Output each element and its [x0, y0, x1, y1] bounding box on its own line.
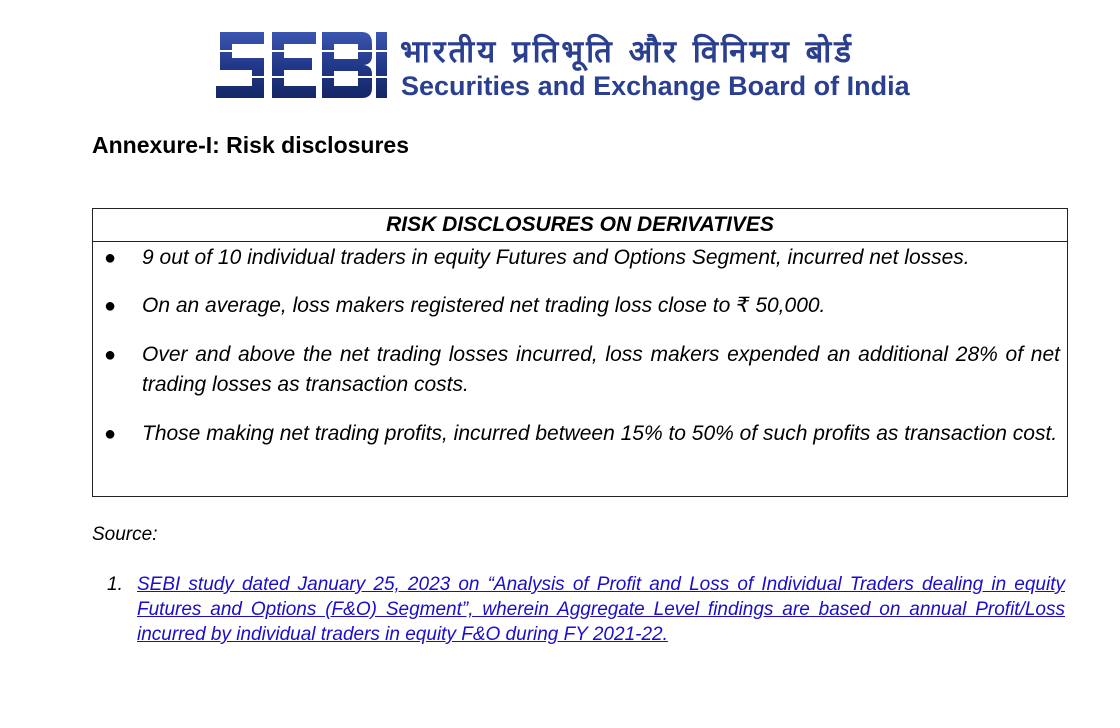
sebi-logo-icon	[212, 26, 388, 104]
bullet-icon: ●	[104, 247, 117, 269]
bullet-icon: ●	[104, 344, 117, 366]
risk-item-text: On an average, loss makers registered net trading loss close to ₹ 50,000.	[142, 294, 826, 317]
risk-item-text: 9 out of 10 individual traders in equity Futures and Options Segment, incurred net losses.	[142, 246, 970, 269]
reference-link[interactable]: SEBI study dated January 25, 2023 on “Analysis of Profit and Loss of Individual Traders dealing in equity Futures and Options (F&O) Segment”, wherein Aggregate Level findings are based on annual Profit/Loss incurred by individual traders in equity F&O during FY 2021-22.	[137, 574, 1065, 645]
source-label: Source:	[92, 524, 158, 545]
org-name-hindi: भारतीय प्रतिभूति और विनिमय बोर्ड	[400, 34, 854, 70]
risk-disclosures-box	[92, 208, 1068, 497]
risk-item-text: Those making net trading profits, incurred between 15% to 50% of such profits as transaction cost.	[142, 422, 1058, 445]
org-name-english: Securities and Exchange Board of India	[401, 71, 910, 101]
page-title: Annexure-I: Risk disclosures	[92, 132, 409, 158]
bullet-icon: ●	[104, 423, 117, 445]
reference-number: 1.	[107, 574, 123, 595]
risk-box-heading: RISK DISCLOSURES ON DERIVATIVES	[93, 209, 1067, 242]
sebi-header	[212, 26, 912, 106]
bullet-icon: ●	[104, 295, 117, 317]
risk-item-text: Over and above the net trading losses incurred, loss makers expended an additional 28% of net trading losses as transaction costs.	[142, 343, 1060, 396]
